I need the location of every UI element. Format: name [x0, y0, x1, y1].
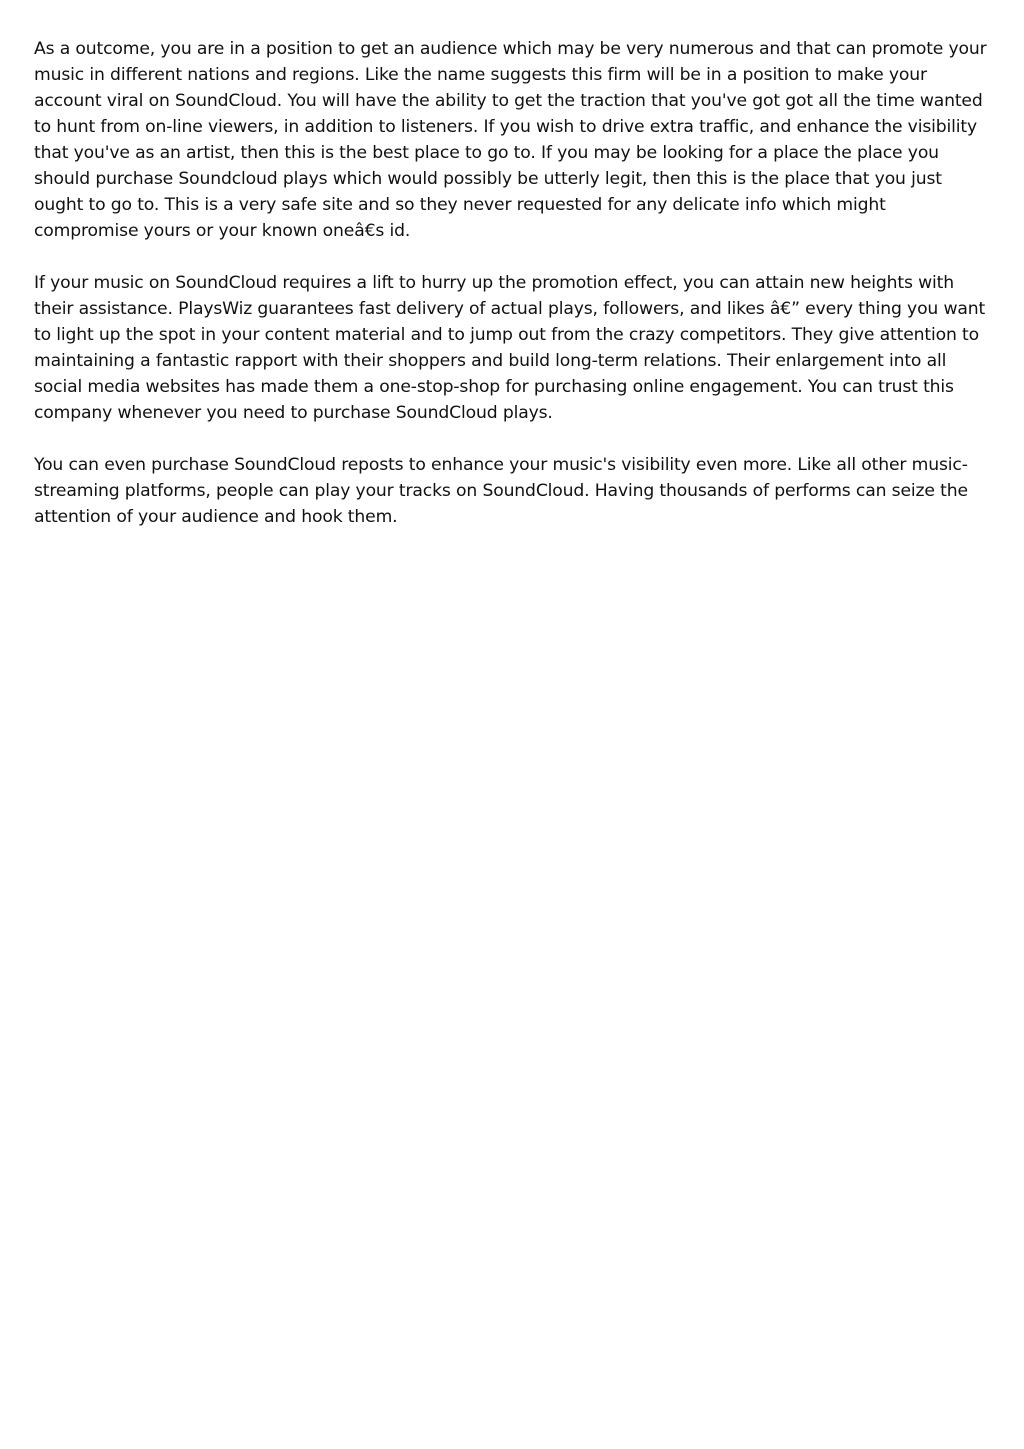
paragraph-2: If your music on SoundCloud requires a lift to hurry up the promotion effect, you can attain new heights with their assistance. PlaysWiz guarantees fast delivery of actual plays, followers, and likes â€” every thing you want to light up the spot in your content material and to jump out from the crazy competitors. They give attention to maintaining a fantastic rapport with their shoppers and build long-term relations. Their enlargement into all social media websites has made them a one-stop-shop for purchasing online engagement. You can trust this company whenever you need to purchase SoundCloud plays. [34, 273, 986, 423]
paragraph-3: You can even purchase SoundCloud reposts to enhance your music's visibility even more. Like all other music-streaming platforms, people can play your tracks on SoundCloud. Having thousands of performs can seize the attention of your audience and hook them. [34, 455, 968, 527]
paragraph-1: As a outcome, you are in a position to get an audience which may be very numerous and that can promote your music in different nations and regions. Like the name suggests this firm will be in a position to make your account viral on SoundCloud. You will have the ability to get the traction that you've got got all the time wanted to hunt from on-line viewers, in addition to listeners. If you wish to drive extra traffic, and enhance the visibility that you've as an artist, then this is the best place to go to. If you may be looking for a place the place you should purchase Soundcloud plays which would possibly be utterly legit, then this is the place that you just ought to go to. This is a very safe site and so they never requested for any delicate info which might compromise yours or your known oneâ€s id. [34, 39, 987, 241]
